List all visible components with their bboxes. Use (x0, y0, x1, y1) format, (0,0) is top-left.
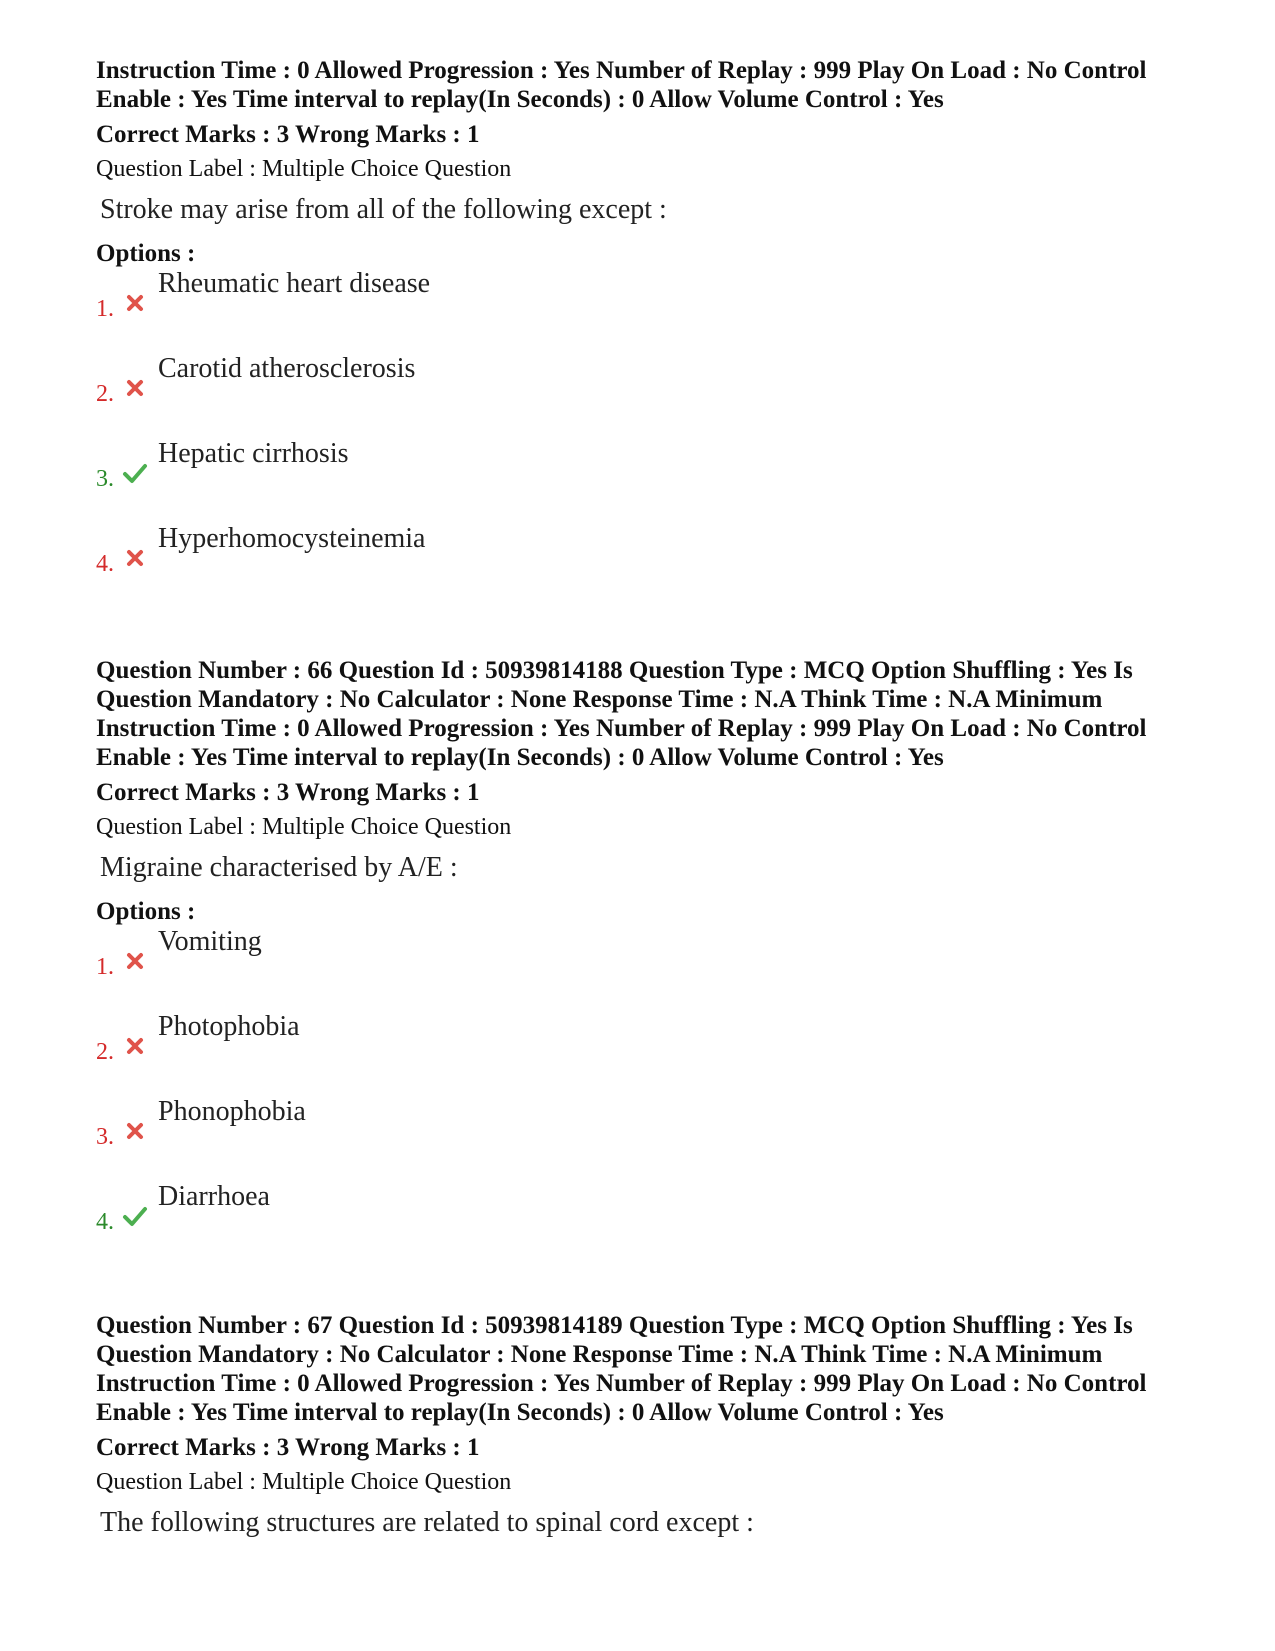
option-number: 4. (96, 1209, 114, 1235)
option-text: Hepatic cirrhosis (158, 438, 349, 469)
options-list (96, 268, 1196, 608)
option-item (96, 523, 1196, 608)
meta-line: Enable : Yes Time interval to replay(In Seconds) : 0 Allow Volume Control : Yes (96, 1399, 944, 1426)
option-number: 3. (96, 1124, 114, 1150)
option-text: Carotid atherosclerosis (158, 353, 416, 384)
option-number: 2. (96, 1039, 114, 1065)
option-number: 3. (96, 466, 114, 492)
option-text: Diarrhoea (158, 1181, 270, 1212)
option-number: 1. (96, 954, 114, 980)
check-icon (122, 460, 148, 486)
marks-line: Correct Marks : 3 Wrong Marks : 1 (96, 1434, 480, 1461)
option-number: 4. (96, 551, 114, 577)
question-text: The following structures are related to spinal cord except : (100, 1507, 754, 1538)
question-label: Question Label : Multiple Choice Question (96, 1469, 512, 1495)
cross-icon (122, 1118, 148, 1144)
meta-line: Question Number : 67 Question Id : 50939814189 Question Type : MCQ Option Shuffling : Yes Is (96, 1312, 1133, 1339)
option-text: Vomiting (158, 926, 262, 957)
meta-line: Instruction Time : 0 Allowed Progression : Yes Number of Replay : 999 Play On Load : No Control (96, 1370, 1147, 1397)
question-label: Question Label : Multiple Choice Question (96, 156, 512, 182)
check-icon (122, 1203, 148, 1229)
option-item (96, 1011, 1196, 1096)
options-heading: Options : (96, 898, 196, 925)
option-text: Hyperhomocysteinemia (158, 523, 426, 554)
option-number: 2. (96, 381, 114, 407)
marks-line: Correct Marks : 3 Wrong Marks : 1 (96, 121, 480, 148)
option-item (96, 926, 1196, 1011)
marks-line: Correct Marks : 3 Wrong Marks : 1 (96, 779, 480, 806)
option-item (96, 268, 1196, 353)
option-text: Photophobia (158, 1011, 300, 1042)
meta-line: Question Mandatory : No Calculator : None Response Time : N.A Think Time : N.A Minimum (96, 686, 1103, 713)
option-item (96, 353, 1196, 438)
cross-icon (122, 290, 148, 316)
meta-line: Question Mandatory : No Calculator : None Response Time : N.A Think Time : N.A Minimum (96, 1341, 1103, 1368)
meta-line: Enable : Yes Time interval to replay(In Seconds) : 0 Allow Volume Control : Yes (96, 86, 944, 113)
meta-line: Question Number : 66 Question Id : 50939814188 Question Type : MCQ Option Shuffling : Yes Is (96, 657, 1133, 684)
meta-line: Instruction Time : 0 Allowed Progression : Yes Number of Replay : 999 Play On Load : No Control (96, 715, 1147, 742)
cross-icon (122, 1033, 148, 1059)
cross-icon (122, 545, 148, 571)
option-number: 1. (96, 296, 114, 322)
option-item (96, 1181, 1196, 1266)
meta-line: Instruction Time : 0 Allowed Progression : Yes Number of Replay : 999 Play On Load : No Control (96, 57, 1147, 84)
option-item (96, 1096, 1196, 1181)
question-text: Stroke may arise from all of the following except : (100, 194, 667, 225)
option-text: Phonophobia (158, 1096, 306, 1127)
option-text: Rheumatic heart disease (158, 268, 431, 299)
question-block-1 (96, 56, 1196, 608)
meta-line: Enable : Yes Time interval to replay(In Seconds) : 0 Allow Volume Control : Yes (96, 744, 944, 771)
cross-icon (122, 375, 148, 401)
question-block-66 (96, 656, 1196, 1266)
option-item (96, 438, 1196, 523)
options-heading: Options : (96, 240, 196, 267)
question-label: Question Label : Multiple Choice Question (96, 814, 512, 840)
cross-icon (122, 948, 148, 974)
question-block-67 (96, 1311, 1196, 1540)
options-list (96, 926, 1196, 1266)
question-text: Migraine characterised by A/E : (100, 852, 458, 883)
